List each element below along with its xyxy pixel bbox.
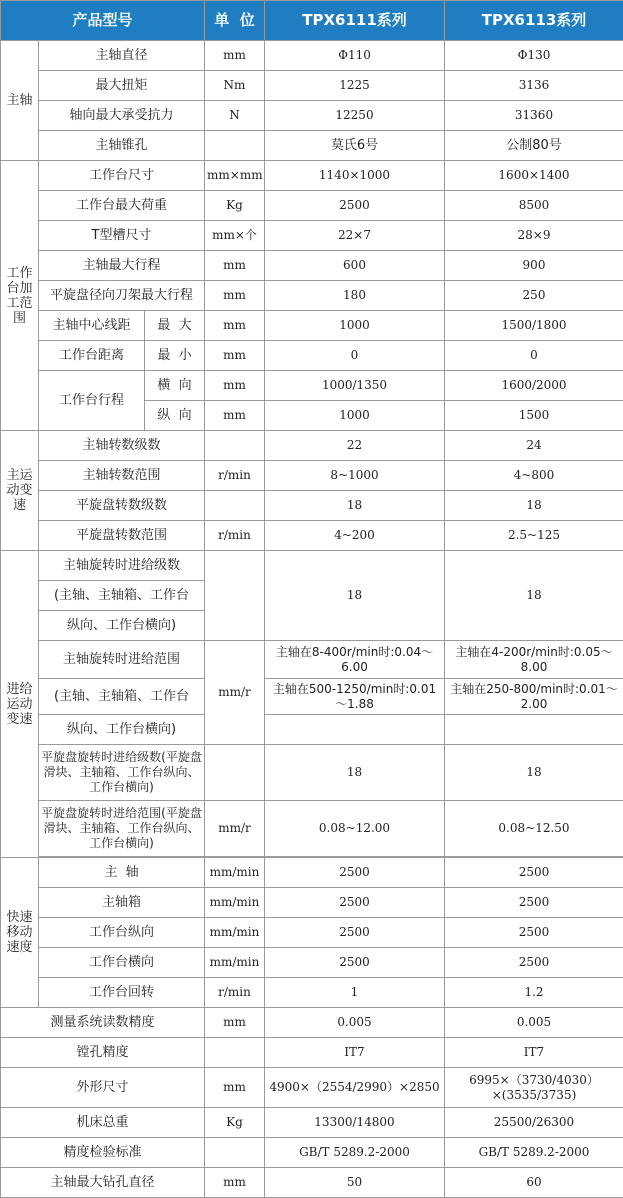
header-col1: TPX6111系列 (265, 1, 445, 41)
row-label: 主轴最大钻孔直径 (1, 1168, 205, 1198)
table-row (1, 858, 623, 888)
row-value-1a: 主轴在8-400r/min时:0.04～6.00 (265, 641, 445, 679)
row-unit: mm/r (205, 641, 265, 745)
row-value-2: 60 (445, 1168, 623, 1198)
table-row (1, 311, 623, 341)
row-value-1: 2500 (265, 918, 445, 948)
row-value-2: 900 (445, 251, 623, 281)
row-value-2: 1500/1800 (445, 311, 623, 341)
table-row (1, 341, 623, 371)
row-value-2: 6995×（3730/4030）×(3535/3735) (445, 1068, 623, 1108)
row-label: 纵向、工作台横向) (39, 715, 205, 745)
row-value-1: 18 (265, 745, 445, 801)
center-dist-label-b: 工作台距离 (39, 341, 145, 371)
row-unit (205, 1038, 265, 1068)
row-label: 主轴旋转时进给级数 (39, 551, 205, 581)
row-label: 最 大 (145, 311, 205, 341)
row-unit: mm×mm (205, 161, 265, 191)
row-value-1: 50 (265, 1168, 445, 1198)
row-value-2: 1500 (445, 401, 623, 431)
row-unit (205, 431, 265, 461)
table-travel-label: 工作台行程 (39, 371, 145, 431)
row-label: 机床总重 (1, 1108, 205, 1138)
row-label: 工作台回转 (39, 978, 205, 1008)
row-value-2: 0.08~12.50 (445, 801, 623, 857)
row-value-1: 4900×（2554/2990）×2850 (265, 1068, 445, 1108)
group-feed-motion: 进给运动变速 (1, 551, 39, 858)
row-label: 主轴最大行程 (39, 251, 205, 281)
row-unit (205, 131, 265, 161)
row-value-2: Φ130 (445, 41, 623, 71)
row-unit: mm (205, 251, 265, 281)
row-label: 工作台最大荷重 (39, 191, 205, 221)
row-label: 主轴转数级数 (39, 431, 205, 461)
row-unit: Kg (205, 1108, 265, 1138)
header-row (1, 1, 623, 41)
row-unit: r/min (205, 461, 265, 491)
row-unit: mm (205, 1008, 265, 1038)
table-row (1, 679, 623, 715)
row-value-2: 18 (445, 551, 623, 641)
table-row (1, 281, 623, 311)
row-value-1: IT7 (265, 1038, 445, 1068)
row-label: 平旋盘旋转时进给范围(平旋盘滑块、主轴箱、工作台纵向、工作台横向) (39, 801, 205, 857)
row-value-2: 24 (445, 431, 623, 461)
table-row (1, 1068, 623, 1108)
table-row (1, 745, 623, 801)
row-value-1: 2500 (265, 948, 445, 978)
row-value-2: 18 (445, 745, 623, 801)
table-row (1, 191, 623, 221)
row-value-2: 4~800 (445, 461, 623, 491)
row-label: 主 轴 (39, 858, 205, 888)
row-value-2: 18 (445, 491, 623, 521)
row-value-2: 2500 (445, 948, 623, 978)
table-row (1, 1008, 623, 1038)
row-value-1: 18 (265, 551, 445, 641)
row-unit (205, 551, 265, 641)
row-label: 平旋盘转数级数 (39, 491, 205, 521)
row-unit: r/min (205, 978, 265, 1008)
empty-cell (265, 715, 445, 745)
row-label: 平旋盘径向刀架最大行程 (39, 281, 205, 311)
row-value-2: 31360 (445, 101, 623, 131)
header-col2: TPX6113系列 (445, 1, 623, 41)
header-model: 产品型号 (1, 1, 205, 41)
table-row (1, 371, 623, 401)
row-label: 主轴旋转时进给范围 (39, 641, 205, 679)
row-label: 轴向最大承受抗力 (39, 101, 205, 131)
table-row (1, 1168, 623, 1198)
row-unit: r/min (205, 521, 265, 551)
group-main-motion: 主运动变速 (1, 431, 39, 551)
row-value-2: 2.5~125 (445, 521, 623, 551)
table-row (1, 948, 623, 978)
row-unit: Kg (205, 191, 265, 221)
table-row (1, 41, 623, 71)
row-value-2: 公制80号 (445, 131, 623, 161)
row-value-2: 1.2 (445, 978, 623, 1008)
row-label: 平旋盘转数范围 (39, 521, 205, 551)
group-spindle: 主轴 (1, 41, 39, 161)
row-label: 工作台尺寸 (39, 161, 205, 191)
row-label: (主轴、主轴箱、工作台 (39, 581, 205, 611)
row-value-1: GB/T 5289.2-2000 (265, 1138, 445, 1168)
row-label: 工作台横向 (39, 948, 205, 978)
row-label: 纵向、工作台横向) (39, 611, 205, 641)
row-value-1: 13300/14800 (265, 1108, 445, 1138)
row-label: 平旋盘旋转时进给级数(平旋盘滑块、主轴箱、工作台纵向、工作台横向) (39, 745, 205, 801)
row-value-2: 1600/2000 (445, 371, 623, 401)
table-row (1, 71, 623, 101)
row-unit (205, 491, 265, 521)
row-unit (205, 745, 265, 801)
row-value-1: 0.08~12.00 (265, 801, 445, 857)
row-label: 主轴箱 (39, 888, 205, 918)
row-label: 最 小 (145, 341, 205, 371)
row-value-2: GB/T 5289.2-2000 (445, 1138, 623, 1168)
row-value-1: 2500 (265, 191, 445, 221)
empty-cell (445, 715, 623, 745)
row-label: T型槽尺寸 (39, 221, 205, 251)
table-row (1, 978, 623, 1008)
row-value-1: 18 (265, 491, 445, 521)
row-value-2: 2500 (445, 918, 623, 948)
row-value-1: 0 (265, 341, 445, 371)
row-label: 主轴转数范围 (39, 461, 205, 491)
row-unit: Nm (205, 71, 265, 101)
row-value-2: 8500 (445, 191, 623, 221)
table-row (1, 1138, 623, 1168)
row-unit: mm (205, 341, 265, 371)
row-value-1: 1 (265, 978, 445, 1008)
row-value-1: 180 (265, 281, 445, 311)
row-unit: mm/min (205, 918, 265, 948)
table-row (1, 431, 623, 461)
header-unit: 单 位 (205, 1, 265, 41)
row-unit (205, 1138, 265, 1168)
row-value-2: 3136 (445, 71, 623, 101)
row-label: 主轴直径 (39, 41, 205, 71)
row-unit: mm/r (205, 801, 265, 857)
row-value-1: 2500 (265, 888, 445, 918)
row-unit: mm (205, 281, 265, 311)
row-label: 最大扭矩 (39, 71, 205, 101)
row-value-2: 2500 (445, 888, 623, 918)
row-value-1: 12250 (265, 101, 445, 131)
row-value-1: 22×7 (265, 221, 445, 251)
table-row (1, 101, 623, 131)
row-value-1: 1000 (265, 401, 445, 431)
row-value-1: Φ110 (265, 41, 445, 71)
row-unit: mm/min (205, 888, 265, 918)
table-row (1, 521, 623, 551)
row-value-2: 28×9 (445, 221, 623, 251)
row-value-2a: 主轴在4-200r/min时:0.05～8.00 (445, 641, 623, 679)
row-value-1: 1225 (265, 71, 445, 101)
table-row (1, 1108, 623, 1138)
row-value-2: 2500 (445, 858, 623, 888)
row-value-1: 莫氏6号 (265, 131, 445, 161)
table-row (1, 715, 623, 745)
row-value-1: 1140×1000 (265, 161, 445, 191)
table-row (1, 888, 623, 918)
row-value-1: 1000/1350 (265, 371, 445, 401)
table-row (1, 641, 623, 679)
row-label: 工作台纵向 (39, 918, 205, 948)
table-row (1, 161, 623, 191)
row-unit: mm (205, 1168, 265, 1198)
table-row (1, 221, 623, 251)
row-unit: mm (205, 311, 265, 341)
table-row (1, 918, 623, 948)
row-unit: mm (205, 41, 265, 71)
row-label: 测量系统读数精度 (1, 1008, 205, 1038)
row-unit: mm (205, 1068, 265, 1108)
row-value-2b: 主轴在250-800/min时:0.01～2.00 (445, 679, 623, 715)
group-rapid: 快速移动速度 (1, 858, 39, 1008)
table-row (1, 551, 623, 581)
row-value-2: IT7 (445, 1038, 623, 1068)
row-label: 外形尺寸 (1, 1068, 205, 1108)
row-unit: mm (205, 401, 265, 431)
row-value-2: 250 (445, 281, 623, 311)
row-value-1b: 主轴在500-1250/min时:0.01～1.88 (265, 679, 445, 715)
group-table-range: 工作台加工范围 (1, 161, 39, 431)
table-row (1, 131, 623, 161)
row-unit: mm/min (205, 948, 265, 978)
row-value-1: 1000 (265, 311, 445, 341)
row-unit: N (205, 101, 265, 131)
row-value-1: 4~200 (265, 521, 445, 551)
center-dist-label-a: 主轴中心线距 (39, 311, 145, 341)
row-value-2: 0 (445, 341, 623, 371)
row-unit: mm×个 (205, 221, 265, 251)
row-value-1: 600 (265, 251, 445, 281)
row-value-1: 22 (265, 431, 445, 461)
row-label: 镗孔精度 (1, 1038, 205, 1068)
row-value-1: 0.005 (265, 1008, 445, 1038)
row-label: 主轴锥孔 (39, 131, 205, 161)
table-row (1, 801, 623, 857)
table-row (1, 461, 623, 491)
table-row (1, 251, 623, 281)
row-label: 精度检验标准 (1, 1138, 205, 1168)
table-row (1, 1038, 623, 1068)
row-value-1: 2500 (265, 858, 445, 888)
row-label: 横 向 (145, 371, 205, 401)
row-unit: mm (205, 371, 265, 401)
row-value-2: 1600×1400 (445, 161, 623, 191)
row-value-2: 25500/26300 (445, 1108, 623, 1138)
row-label: (主轴、主轴箱、工作台 (39, 679, 205, 715)
row-value-1: 8~1000 (265, 461, 445, 491)
row-unit: mm/min (205, 858, 265, 888)
table-row (1, 491, 623, 521)
row-label: 纵 向 (145, 401, 205, 431)
row-value-2: 0.005 (445, 1008, 623, 1038)
